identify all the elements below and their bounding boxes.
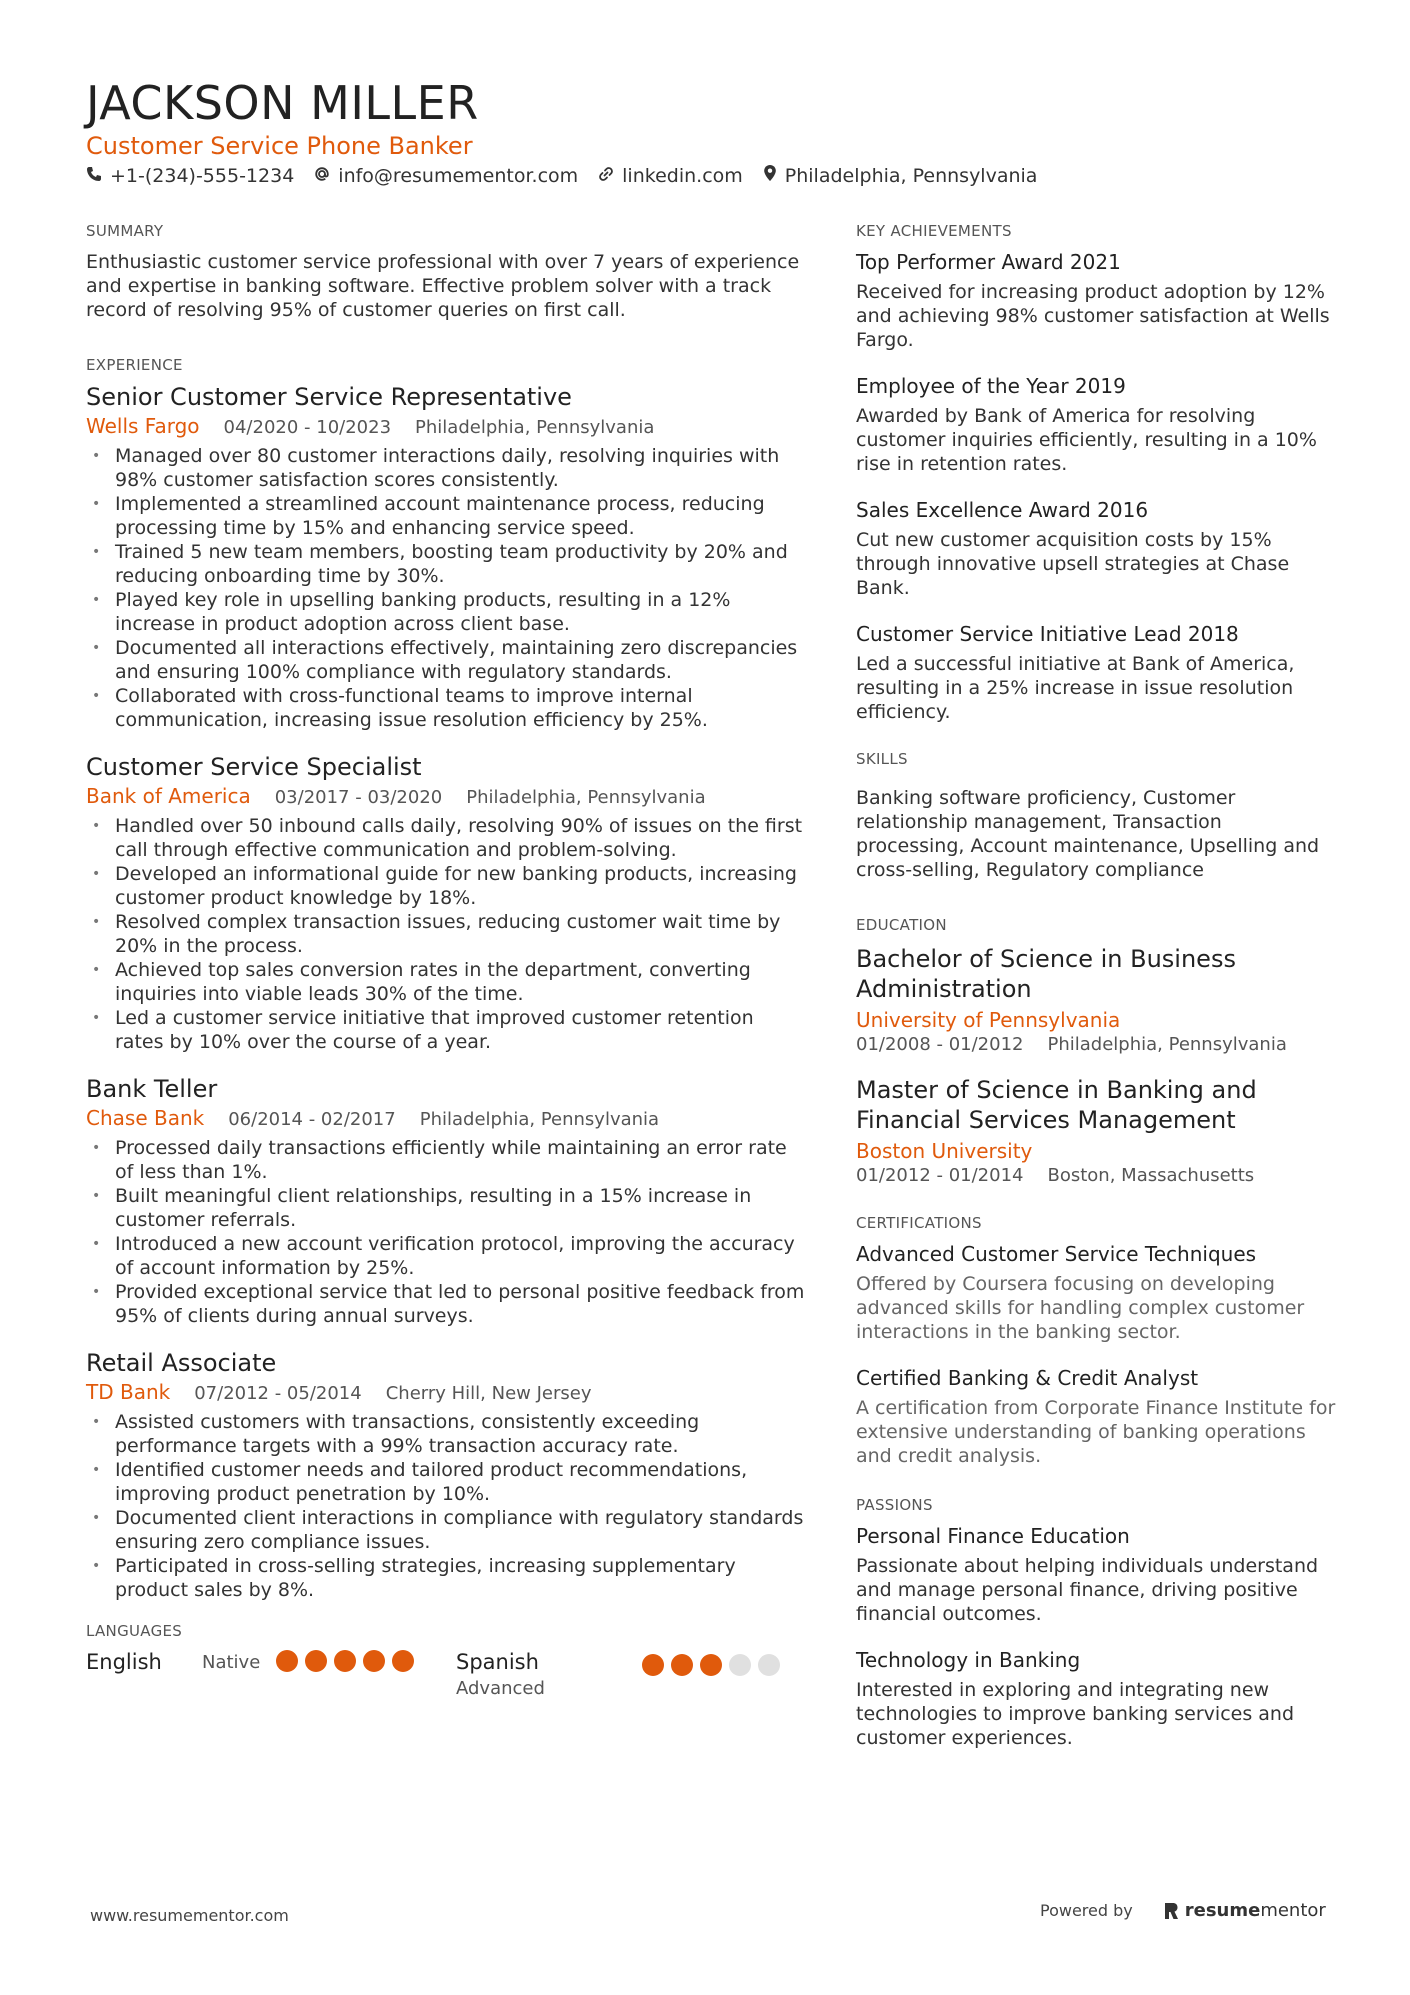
- company-name: Bank of America: [86, 784, 251, 808]
- job-title: Bank Teller: [86, 1075, 218, 1103]
- job-location: Philadelphia, Pennsylvania: [419, 1109, 660, 1130]
- job-location: Philadelphia, Pennsylvania: [415, 417, 655, 438]
- education-dates: 01/2008 - 01/2012: [856, 1034, 1024, 1055]
- skills-section: [856, 750, 1336, 882]
- linkedin-text: linkedin.com: [622, 164, 743, 187]
- experience-item: [86, 1074, 806, 1328]
- company-name: Chase Bank: [86, 1106, 205, 1130]
- bullet-item: • Built meaningful client relationships, resulting in a 15% increase in customer referrals.: [86, 1184, 806, 1232]
- language-level: Native: [202, 1652, 261, 1673]
- bullet-item: • Developed an informational guide for new banking products, increasing customer product knowledge by 18%.: [86, 862, 806, 910]
- language-level: Advanced: [456, 1678, 545, 1699]
- rating-dot-filled: [276, 1650, 298, 1672]
- achievement-item: [856, 498, 1336, 600]
- language-item: [86, 1650, 456, 1674]
- rating-dot-filled: [334, 1650, 356, 1672]
- bullet-item: • Participated in cross-selling strategies, increasing supplementary product sales by 8%.: [86, 1554, 806, 1602]
- job-bullets: [86, 1410, 806, 1602]
- rating-dot-filled: [642, 1654, 664, 1676]
- language-name: Spanish: [456, 1650, 539, 1674]
- job-dates: 04/2020 - 10/2023: [223, 417, 392, 438]
- achievements-section: [856, 222, 1336, 724]
- achievement-title: Employee of the Year 2019: [856, 374, 1126, 398]
- summary-heading: SUMMARY: [86, 222, 164, 240]
- achievement-title: Top Performer Award 2021: [856, 250, 1121, 274]
- languages-list: [86, 1650, 806, 1699]
- skills-text: Banking software proficiency, Customer relationship management, Transaction processing, Account maintenance, Upselling and cross-selling, Regulatory compliance: [856, 787, 1320, 881]
- powered-by-text: Powered by: [1040, 1901, 1133, 1920]
- passion-title: Personal Finance Education: [856, 1524, 1130, 1548]
- bullet-item: • Introduced a new account verification protocol, improving the accuracy of account information by 25%.: [86, 1232, 806, 1280]
- passion-item: [856, 1648, 1336, 1750]
- language-name: English: [86, 1650, 162, 1674]
- job-title: Customer Service Specialist: [86, 753, 422, 781]
- link-icon: [598, 165, 622, 187]
- brand-bold: resume: [1184, 1900, 1261, 1921]
- contact-location: [763, 164, 1038, 187]
- language-rating: [642, 1654, 787, 1676]
- job-meta: [86, 784, 806, 808]
- brand-mark-icon: [1163, 1902, 1179, 1920]
- education-section: [856, 916, 1336, 1186]
- at-icon: [314, 165, 338, 187]
- achievement-text: Cut new customer acquisition costs by 15% through innovative upsell strategies at Chase Bank.: [856, 529, 1290, 599]
- achievements-heading: KEY ACHIEVEMENTS: [856, 222, 1012, 240]
- experience-item: [86, 382, 806, 732]
- certification-title: Advanced Customer Service Techniques: [856, 1242, 1257, 1266]
- education-item: [856, 944, 1336, 1055]
- degree-title: Bachelor of Science in Business Administration: [856, 945, 1236, 1003]
- right-column: [856, 222, 1336, 1784]
- contact-bar: [86, 164, 1057, 187]
- job-meta: [86, 1380, 806, 1404]
- footer-website[interactable]: www.resumementor.com: [90, 1906, 289, 1925]
- language-rating: [276, 1650, 421, 1672]
- bullet-item: • Resolved complex transaction issues, reducing customer wait time by 20% in the process.: [86, 910, 806, 958]
- candidate-name: JACKSON MILLER: [86, 76, 479, 130]
- certification-item: [856, 1366, 1336, 1468]
- job-dates: 07/2012 - 05/2014: [194, 1383, 362, 1404]
- job-location: Cherry Hill, New Jersey: [385, 1383, 592, 1404]
- job-dates: 03/2017 - 03/2020: [274, 787, 443, 808]
- job-location: Philadelphia, Pennsylvania: [466, 787, 706, 808]
- job-bullets: [86, 814, 806, 1054]
- bullet-item: • Identified customer needs and tailored product recommendations, improving product penetration by 10%.: [86, 1458, 806, 1506]
- certifications-section: [856, 1214, 1336, 1468]
- rating-dot-filled: [700, 1654, 722, 1676]
- achievement-text: Received for increasing product adoption by 12% and achieving 98% customer satisfaction at Wells Fargo.: [856, 281, 1330, 351]
- bullet-item: • Managed over 80 customer interactions daily, resolving inquiries with 98% customer satisfaction scores consistently.: [86, 444, 806, 492]
- experience-section: [86, 356, 806, 1602]
- job-bullets: [86, 444, 806, 732]
- bullet-item: • Achieved top sales conversion rates in the department, converting inquiries into viable leads 30% of the time.: [86, 958, 806, 1006]
- location-text: Philadelphia, Pennsylvania: [784, 164, 1038, 187]
- rating-dot-filled: [363, 1650, 385, 1672]
- job-title: Senior Customer Service Representative: [86, 383, 572, 411]
- experience-item: [86, 1348, 806, 1602]
- achievement-text: Awarded by Bank of America for resolving customer inquiries efficiently, resulting in a 10% rise in retention rates.: [856, 405, 1317, 475]
- job-title: Retail Associate: [86, 1349, 277, 1377]
- contact-phone: [86, 165, 294, 187]
- school-name: Boston University: [856, 1139, 1033, 1163]
- contact-email[interactable]: [314, 165, 578, 187]
- school-name: University of Pennsylvania: [856, 1008, 1121, 1032]
- passion-item: [856, 1524, 1336, 1626]
- bullet-item: • Handled over 50 inbound calls daily, resolving 90% of issues on the first call through effective communication and problem-solving.: [86, 814, 806, 862]
- achievement-item: [856, 374, 1336, 476]
- achievement-title: Sales Excellence Award 2016: [856, 498, 1149, 522]
- summary-text: Enthusiastic customer service professional with over 7 years of experience and expertise in banking software. Effective problem solver with a track record of resolving 95% of customer queries on first call.: [86, 251, 800, 321]
- phone-icon: [86, 165, 110, 187]
- certification-title: Certified Banking & Credit Analyst: [856, 1366, 1199, 1390]
- passions-heading: PASSIONS: [856, 1496, 933, 1514]
- job-meta: [86, 1106, 806, 1130]
- bullet-item: • Played key role in upselling banking products, resulting in a 12% increase in product adoption across client base.: [86, 588, 806, 636]
- degree-title: Master of Science in Banking and Financial Services Management: [856, 1076, 1257, 1134]
- passion-title: Technology in Banking: [856, 1648, 1081, 1672]
- candidate-title: Customer Service Phone Banker: [86, 132, 473, 160]
- contact-linkedin[interactable]: [598, 165, 743, 187]
- education-heading: EDUCATION: [856, 916, 947, 934]
- education-location: Philadelphia, Pennsylvania: [1047, 1034, 1287, 1055]
- passion-text: Passionate about helping individuals understand and manage personal finance, driving positive financial outcomes.: [856, 1555, 1319, 1625]
- achievement-text: Led a successful initiative at Bank of America, resulting in a 25% increase in issue resolution efficiency.: [856, 653, 1295, 723]
- rating-dot-empty: [758, 1654, 780, 1676]
- brand-light: mentor: [1260, 1900, 1326, 1921]
- languages-heading: LANGUAGES: [86, 1622, 183, 1640]
- education-dates: 01/2012 - 01/2014: [856, 1165, 1024, 1186]
- rating-dot-empty: [729, 1654, 751, 1676]
- experience-item: [86, 752, 806, 1054]
- certifications-heading: CERTIFICATIONS: [856, 1214, 982, 1232]
- certification-text: Offered by Coursera focusing on developing advanced skills for handling complex customer interactions in the banking sector.: [856, 1273, 1305, 1343]
- achievement-item: [856, 622, 1336, 724]
- email-text: info@resumementor.com: [338, 164, 579, 187]
- location-pin-icon: [763, 164, 785, 187]
- languages-section: [86, 1622, 806, 1699]
- job-meta: [86, 414, 806, 438]
- certification-item: [856, 1242, 1336, 1344]
- bullet-item: • Collaborated with cross-functional teams to improve internal communication, increasing issue resolution efficiency by 25%.: [86, 684, 806, 732]
- left-column: [86, 222, 806, 1733]
- bullet-item: • Documented client interactions in compliance with regulatory standards ensuring zero compliance issues.: [86, 1506, 806, 1554]
- bullet-item: • Assisted customers with transactions, consistently exceeding performance targets with a 99% transaction accuracy rate.: [86, 1410, 806, 1458]
- achievement-item: [856, 250, 1336, 352]
- company-name: Wells Fargo: [86, 414, 200, 438]
- bullet-item: • Trained 5 new team members, boosting team productivity by 20% and reducing onboarding time by 30%.: [86, 540, 806, 588]
- certification-text: A certification from Corporate Finance Institute for extensive understanding of banking operations and credit analysis.: [856, 1397, 1336, 1467]
- education-item: [856, 1075, 1336, 1186]
- job-dates: 06/2014 - 02/2017: [228, 1109, 396, 1130]
- bullet-item: • Documented all interactions effectively, maintaining zero discrepancies and ensuring 100% compliance with regulatory standards.: [86, 636, 806, 684]
- bullet-item: • Led a customer service initiative that improved customer retention rates by 10% over the course of a year.: [86, 1006, 806, 1054]
- achievement-title: Customer Service Initiative Lead 2018: [856, 622, 1239, 646]
- phone-text: +1-(234)-555-1234: [110, 164, 295, 187]
- skills-heading: SKILLS: [856, 750, 908, 768]
- language-item: [456, 1650, 796, 1699]
- experience-heading: EXPERIENCE: [86, 356, 183, 374]
- bullet-item: • Provided exceptional service that led to personal positive feedback from 95% of clients during annual surveys.: [86, 1280, 806, 1328]
- footer-brand: [1040, 1900, 1326, 1921]
- rating-dot-filled: [392, 1650, 414, 1672]
- bullet-item: • Implemented a streamlined account maintenance process, reducing processing time by 15% and enhancing service speed.: [86, 492, 806, 540]
- passions-section: [856, 1496, 1336, 1750]
- resumementor-logo[interactable]: [1163, 1900, 1326, 1921]
- education-location: Boston, Massachusetts: [1047, 1165, 1255, 1186]
- passion-text: Interested in exploring and integrating new technologies to improve banking services and customer experiences.: [856, 1679, 1295, 1749]
- job-bullets: [86, 1136, 806, 1328]
- education-meta: [856, 1034, 1336, 1055]
- rating-dot-filled: [305, 1650, 327, 1672]
- bullet-item: • Processed daily transactions efficiently while maintaining an error rate of less than 1%.: [86, 1136, 806, 1184]
- rating-dot-filled: [671, 1654, 693, 1676]
- company-name: TD Bank: [86, 1380, 171, 1404]
- summary-section: [86, 222, 806, 322]
- education-meta: [856, 1165, 1336, 1186]
